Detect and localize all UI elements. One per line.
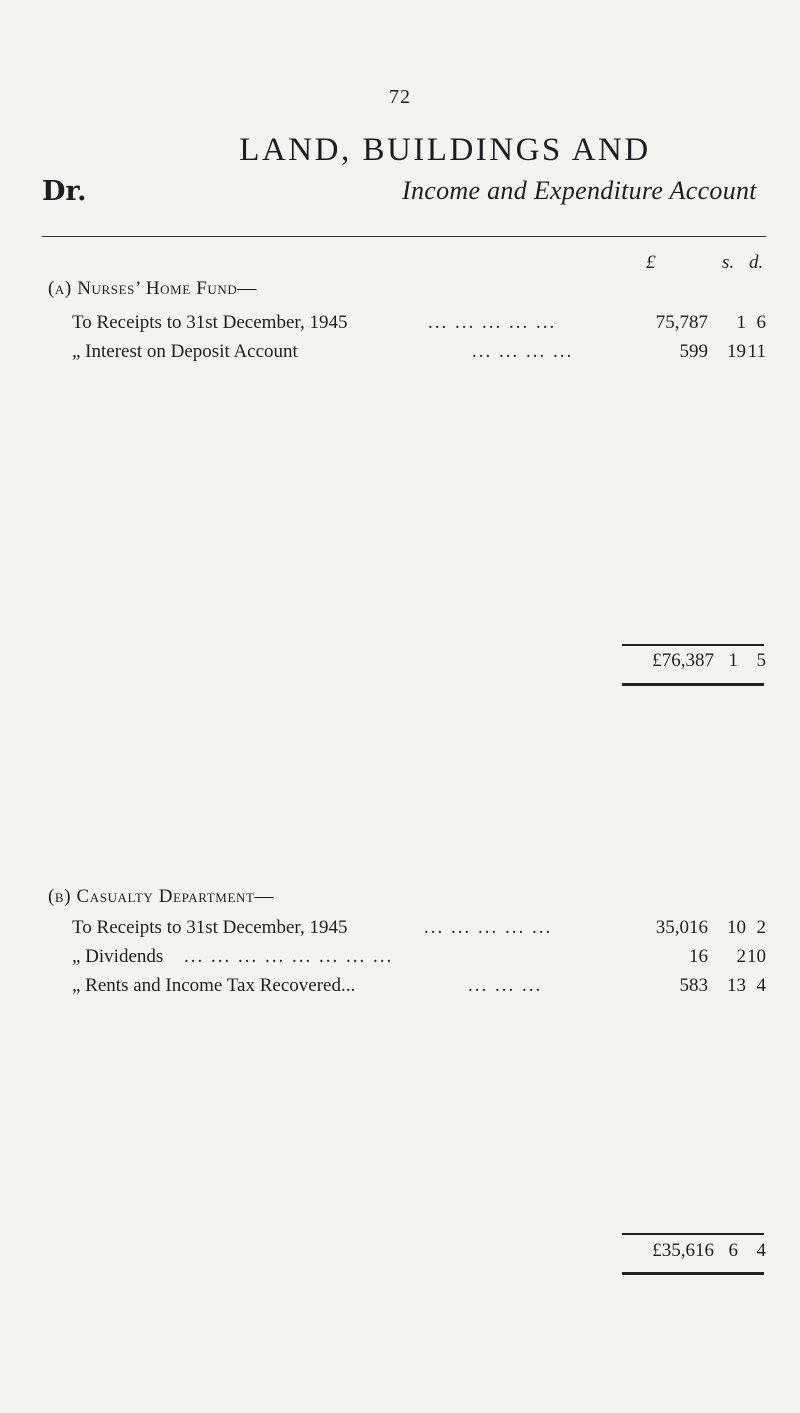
row-pence: 10 [747, 946, 766, 967]
row-label: „ Rents and Income Tax Recovered... [72, 975, 356, 996]
total-top-rule [622, 1233, 764, 1235]
row-label: To Receipts to 31st December, 1945 [72, 917, 348, 938]
ledger-row [72, 975, 766, 1001]
total-top-rule [622, 644, 764, 646]
row-leader: ... ... ... ... ... [424, 917, 553, 938]
row-pounds: 35,016 [655, 917, 708, 938]
section-b-total [620, 1240, 766, 1268]
page-number: 72 [389, 86, 411, 108]
row-pounds: 75,787 [655, 312, 708, 333]
row-shillings: 1 [736, 312, 746, 333]
row-shillings: 2 [736, 946, 746, 967]
total-bottom-rule [622, 683, 764, 686]
row-leader: ... ... ... [468, 975, 543, 996]
row-pounds: 583 [679, 975, 708, 996]
section-b-heading: (b) Casualty Department— [48, 886, 275, 907]
total-shillings: 1 [728, 650, 738, 671]
section-a-heading: (a) Nurses’ Home Fund— [48, 278, 257, 299]
row-shillings: 13 [727, 975, 746, 996]
page-title: LAND, BUILDINGS AND [239, 132, 651, 168]
total-bottom-rule [622, 1272, 764, 1275]
row-shillings: 10 [727, 917, 746, 938]
row-leader: ... ... ... ... ... ... ... ... [184, 946, 394, 967]
currency-header [640, 252, 766, 278]
total-pence: 4 [756, 1240, 766, 1261]
pence-header: d. [749, 252, 764, 273]
debit-mark: Dr. [42, 176, 87, 207]
account-subtitle: Income and Expenditure Account [402, 176, 757, 205]
total-shillings: 6 [728, 1240, 738, 1261]
pounds-header: £ [646, 252, 656, 273]
row-pence: 4 [756, 975, 766, 996]
ledger-row [72, 341, 766, 367]
ledger-row [72, 946, 766, 972]
total-pence: 5 [756, 650, 766, 671]
row-label: „ Interest on Deposit Account [72, 341, 298, 362]
row-pounds: 599 [679, 341, 708, 362]
row-pence: 6 [756, 312, 766, 333]
row-pence: 11 [747, 341, 766, 362]
section-a-total [620, 650, 766, 678]
header-rule [42, 236, 766, 237]
row-shillings: 19 [727, 341, 746, 362]
row-label: „ Dividends [72, 946, 164, 967]
row-label: To Receipts to 31st December, 1945 [72, 312, 348, 333]
row-pence: 2 [756, 917, 766, 938]
row-leader: ... ... ... ... ... [428, 312, 557, 333]
total-pounds: £76,387 [652, 650, 714, 671]
row-leader: ... ... ... ... [472, 341, 574, 362]
shillings-header: s. [722, 252, 735, 273]
total-pounds: £35,616 [652, 1240, 714, 1261]
ledger-row [72, 917, 766, 943]
row-pounds: 16 [689, 946, 708, 967]
ledger-row [72, 312, 766, 338]
